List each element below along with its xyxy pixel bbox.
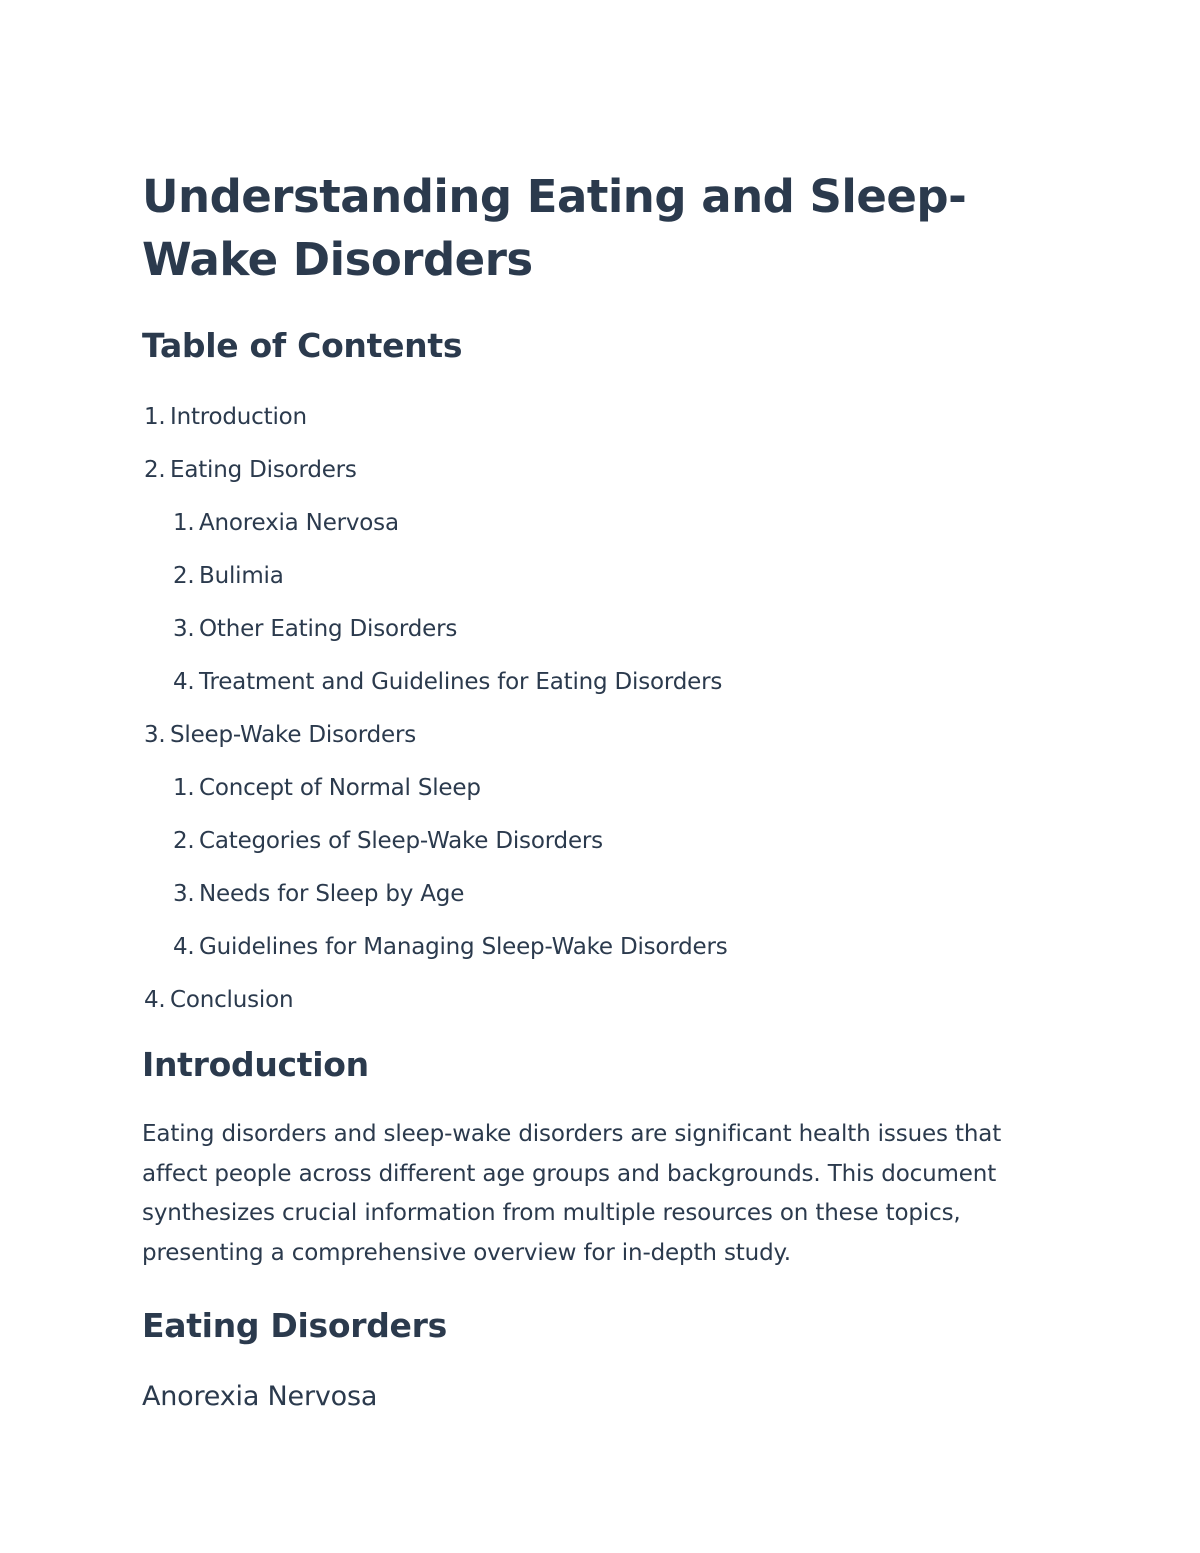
- toc-item-label: Needs for Sleep by Age: [199, 881, 465, 907]
- toc-item-number: 2.: [173, 563, 195, 589]
- toc-item-number: 3.: [173, 616, 195, 642]
- toc-item[interactable]: [142, 815, 1042, 868]
- toc-item[interactable]: [142, 444, 1042, 497]
- toc-item-number: 1.: [144, 404, 166, 430]
- toc-item[interactable]: [142, 762, 1042, 815]
- toc-item[interactable]: [142, 497, 1042, 550]
- toc-item[interactable]: [142, 921, 1042, 974]
- toc-item-label: Bulimia: [199, 563, 284, 589]
- anorexia-nervosa-subheading: Anorexia Nervosa: [142, 1381, 378, 1412]
- toc-item-label: Eating Disorders: [170, 457, 357, 483]
- toc-item-number: 3.: [173, 881, 195, 907]
- table-of-contents: [142, 391, 1042, 1027]
- toc-item-label: Sleep-Wake Disorders: [170, 722, 416, 748]
- toc-item[interactable]: [142, 974, 1042, 1027]
- toc-container: [142, 391, 1042, 1027]
- toc-item[interactable]: [142, 868, 1042, 921]
- toc-item[interactable]: [142, 603, 1042, 656]
- toc-item[interactable]: [142, 550, 1042, 603]
- toc-item-number: 1.: [173, 510, 195, 536]
- toc-item-label: Guidelines for Managing Sleep-Wake Disorders: [199, 934, 728, 960]
- toc-item-label: Other Eating Disorders: [199, 616, 458, 642]
- toc-item-number: 4.: [173, 669, 195, 695]
- toc-item[interactable]: [142, 709, 1042, 762]
- toc-item[interactable]: [142, 656, 1042, 709]
- toc-item-label: Concept of Normal Sleep: [199, 775, 481, 801]
- toc-item-label: Treatment and Guidelines for Eating Disorders: [199, 669, 723, 695]
- toc-heading: Table of Contents: [142, 326, 463, 365]
- toc-item-label: Anorexia Nervosa: [199, 510, 399, 536]
- introduction-heading: Introduction: [142, 1045, 369, 1084]
- eating-disorders-heading: Eating Disorders: [142, 1306, 447, 1345]
- document-page: [142, 165, 1042, 1414]
- document-title: Understanding Eating and Sleep-Wake Disorders: [142, 170, 967, 286]
- toc-item-label: Categories of Sleep-Wake Disorders: [199, 828, 603, 854]
- toc-item-label: Introduction: [170, 404, 307, 430]
- introduction-paragraph: Eating disorders and sleep-wake disorders are significant health issues that affect people across different age groups and backgrounds. This document synthesizes crucial information from multiple resources on these topics, presenting a comprehensive overview for in-depth study.: [142, 1121, 1002, 1266]
- toc-item-number: 3.: [144, 722, 166, 748]
- toc-item-number: 2.: [144, 457, 166, 483]
- toc-item[interactable]: [142, 391, 1042, 444]
- toc-item-label: Conclusion: [170, 987, 294, 1013]
- toc-item-number: 4.: [144, 987, 166, 1013]
- toc-item-number: 1.: [173, 775, 195, 801]
- toc-item-number: 4.: [173, 934, 195, 960]
- toc-item-number: 2.: [173, 828, 195, 854]
